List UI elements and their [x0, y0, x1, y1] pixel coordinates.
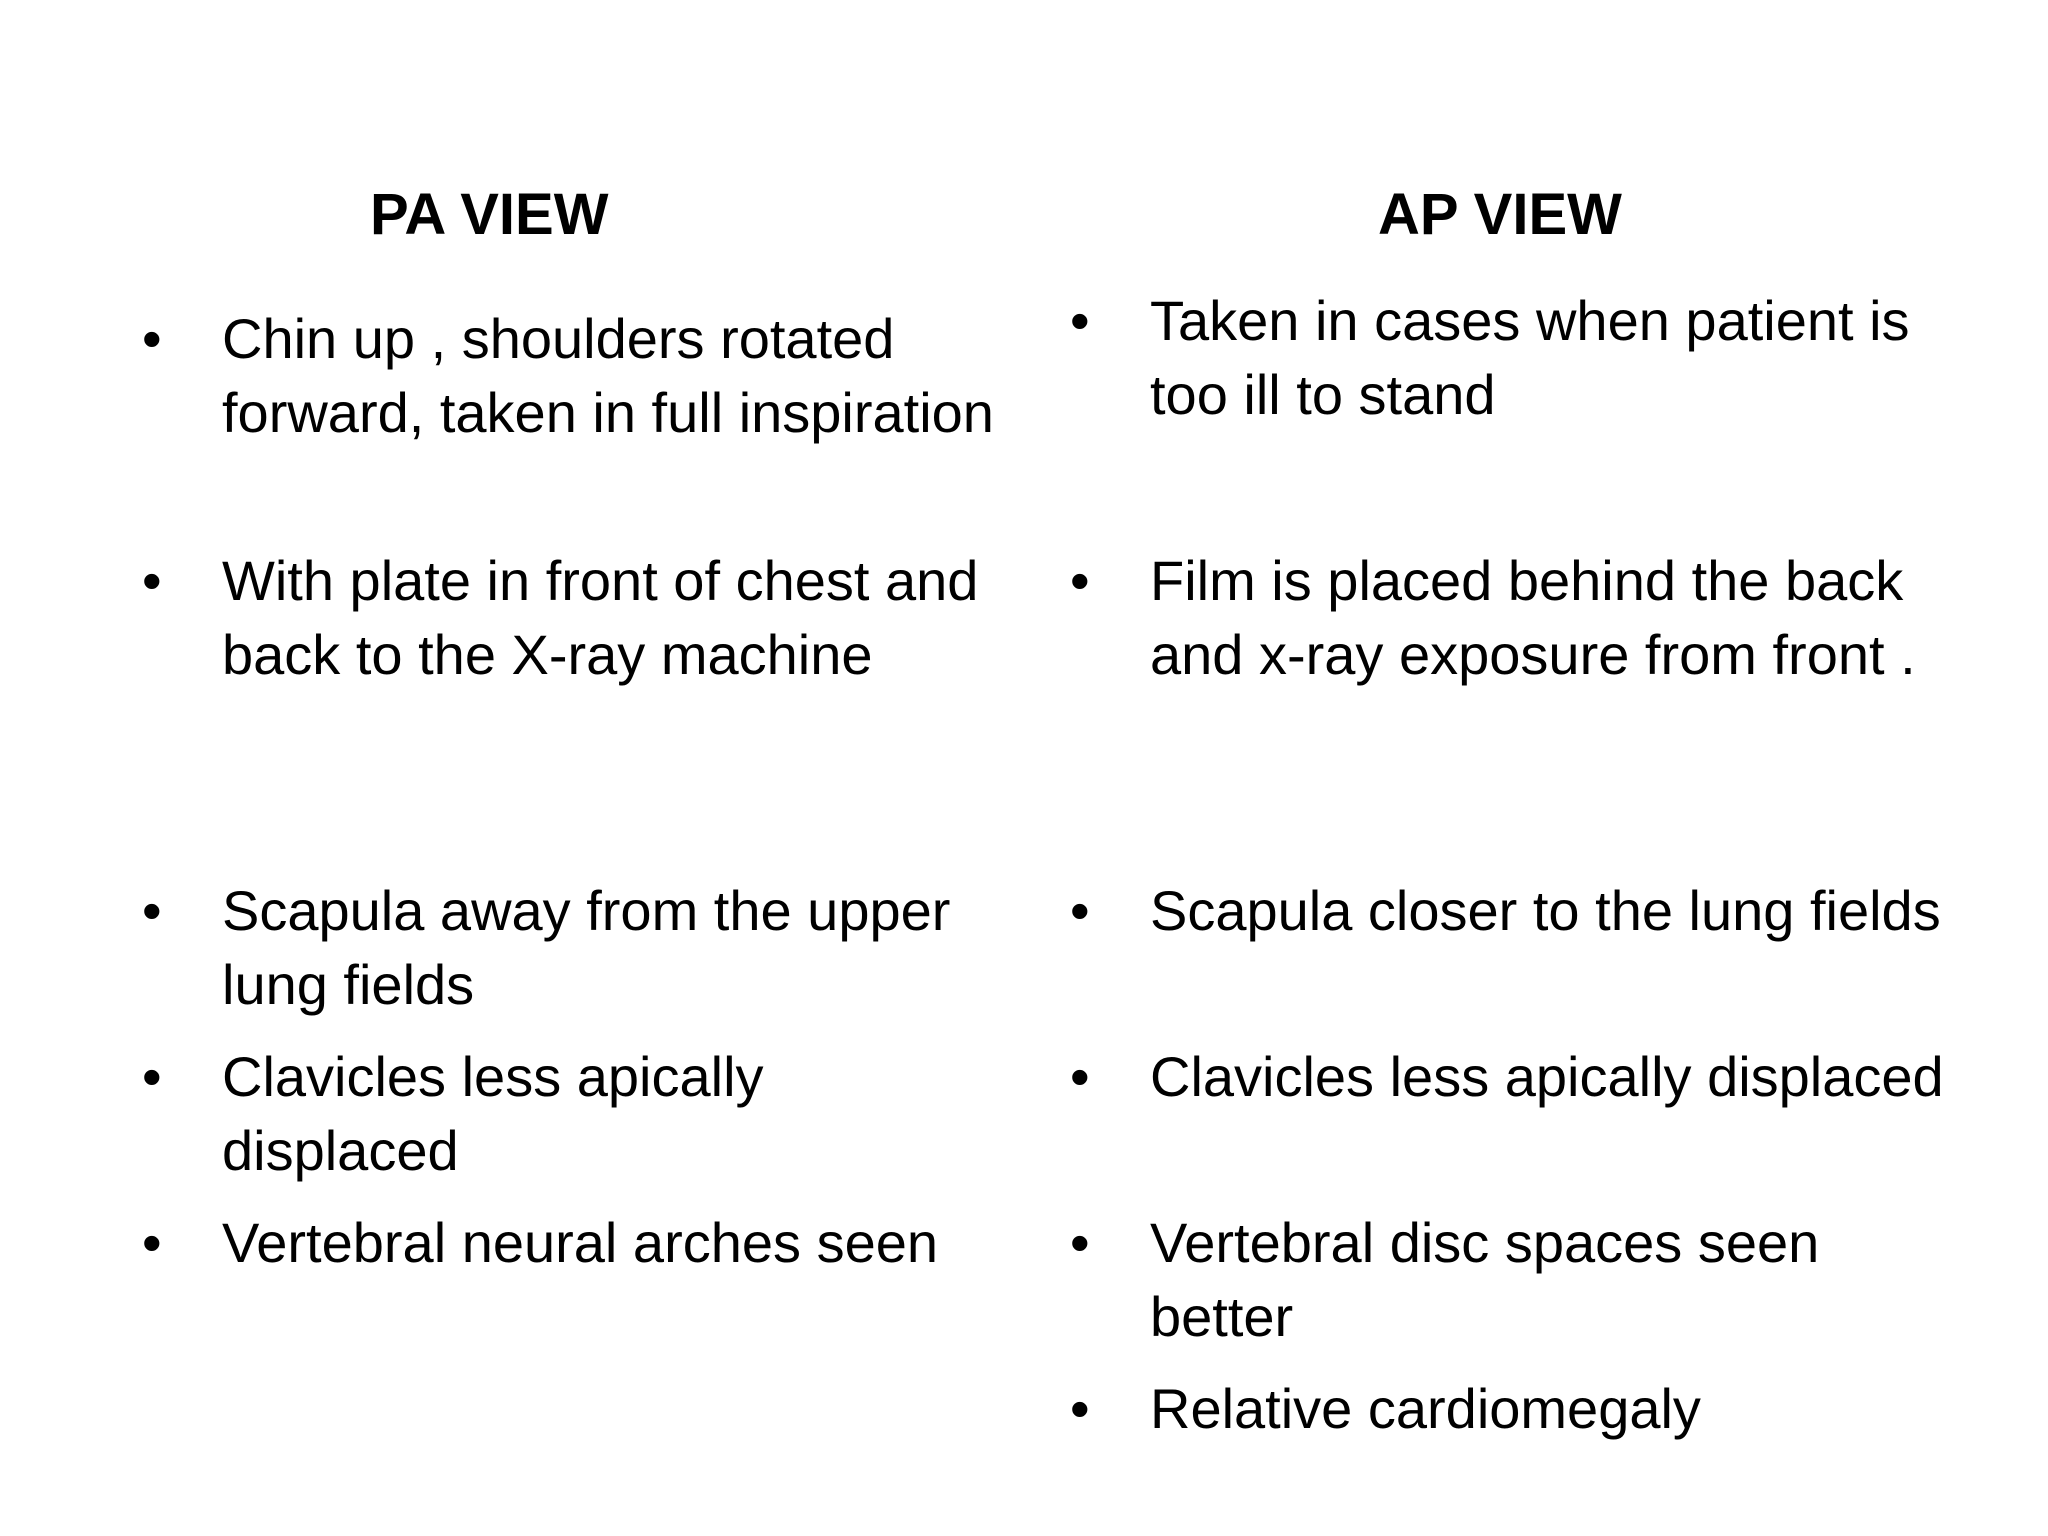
pa-bullet-4: [142, 1040, 1002, 1188]
bullet-icon: •: [1070, 289, 1090, 352]
ap-bullet-1: [1070, 284, 1970, 432]
pa-bullet-text: Chin up , shoulders rotated forward, taken in full inspiration: [222, 307, 994, 444]
bullet-icon: •: [142, 549, 162, 612]
bullet-icon: •: [142, 1045, 162, 1108]
pa-bullet-text: Scapula away from the upper lung fields: [222, 879, 951, 1016]
bullet-icon: •: [1070, 1045, 1090, 1108]
bullet-icon: •: [1070, 549, 1090, 612]
ap-bullet-4: [1070, 1040, 1970, 1114]
ap-bullet-text: Clavicles less apically displaced: [1150, 1045, 1944, 1108]
bullet-icon: •: [1070, 1211, 1090, 1274]
pa-bullet-text: Vertebral neural arches seen: [222, 1211, 938, 1274]
pa-bullet-text: Clavicles less apically displaced: [222, 1045, 764, 1182]
ap-bullet-text: Scapula closer to the lung fields: [1150, 879, 1941, 942]
ap-bullet-5: [1070, 1206, 1970, 1354]
pa-bullet-5: [142, 1206, 1002, 1280]
bullet-icon: •: [142, 879, 162, 942]
pa-bullet-1: [142, 302, 1002, 450]
ap-bullet-3: [1070, 874, 1970, 948]
ap-bullet-text: Relative cardiomegaly: [1150, 1377, 1701, 1440]
ap-bullet-text: Vertebral disc spaces seen better: [1150, 1211, 1820, 1348]
bullet-icon: •: [1070, 1377, 1090, 1440]
pa-bullet-3: [142, 874, 1002, 1022]
ap-bullet-text: Taken in cases when patient is too ill to stand: [1150, 289, 1910, 426]
pa-bullet-text: With plate in front of chest and back to the X-ray machine: [222, 549, 979, 686]
ap-bullet-6: [1070, 1372, 1970, 1446]
bullet-icon: •: [142, 307, 162, 370]
pa-view-heading: PA VIEW: [370, 182, 609, 247]
pa-bullet-2: [142, 544, 1002, 692]
ap-view-heading: AP VIEW: [1378, 182, 1622, 247]
bullet-icon: •: [142, 1211, 162, 1274]
ap-bullet-2: [1070, 544, 1970, 692]
ap-bullet-text: Film is placed behind the back and x-ray exposure from front .: [1150, 549, 1916, 686]
bullet-icon: •: [1070, 879, 1090, 942]
